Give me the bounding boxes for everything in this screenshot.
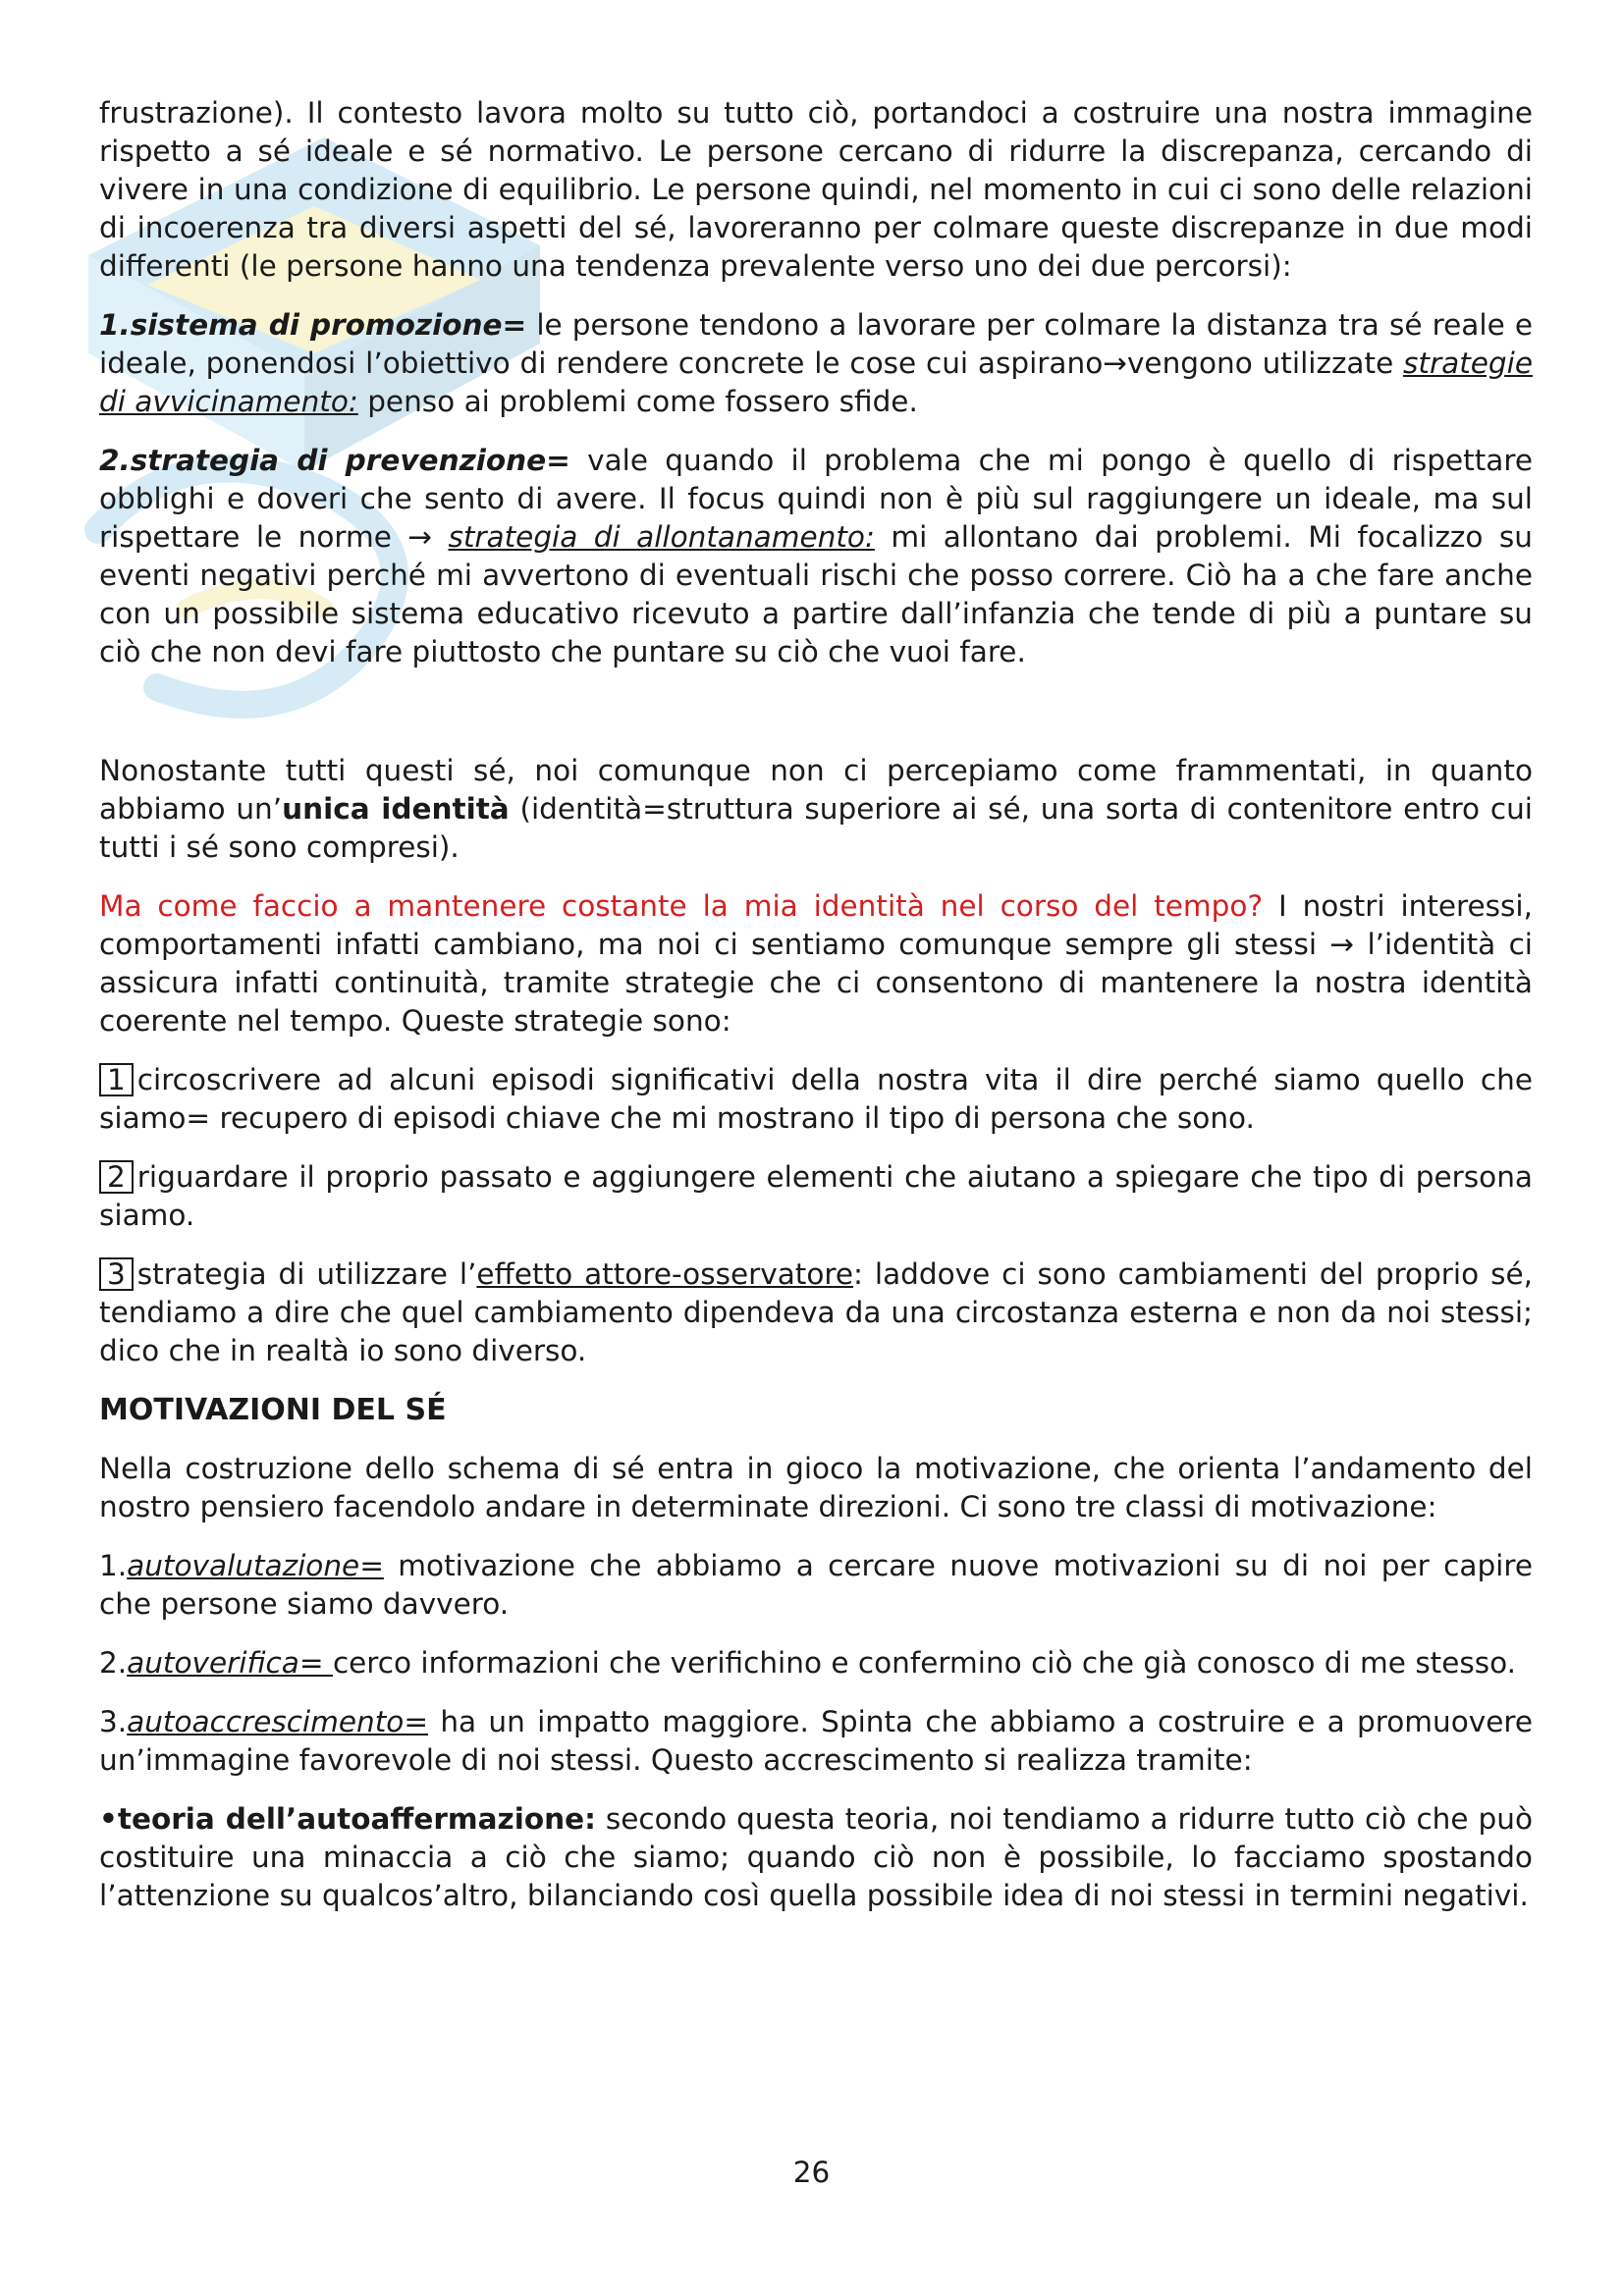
term-unica-identita: unica identità [282, 792, 510, 826]
text-question: I nostri interessi, comportamenti infatti cambiano, ma noi ci sentiamo comunque sempre gli stessi [99, 889, 1533, 961]
term-promozione: 1.sistema di promozione= [99, 308, 527, 342]
section-heading: MOTIVAZIONI DEL SÉ [99, 1393, 447, 1427]
term-autoaccrescimento: autoaccrescimento= [127, 1705, 429, 1738]
strategy-item-2 [99, 1158, 1533, 1235]
motivation-item-3 [99, 1703, 1533, 1780]
item-prefix: 3. [99, 1705, 128, 1738]
term-autovalutazione: autovalutazione= [127, 1549, 384, 1582]
strategy-text: circoscrivere ad alcuni episodi significativi della nostra vita il dire perché siamo quello che siamo= recupero di episodi chiave che mi mostrano il tipo di persona che sono. [99, 1063, 1533, 1135]
text-identita: Nonostante tutti questi sé, noi comunque non ci percepiamo come frammentati, in quanto abbiamo un’ [99, 754, 1533, 826]
bullet-autoaffermazione [99, 1800, 1533, 1915]
strategy-text-2: : laddove ci sono cambiamenti del proprio sé, tendiamo a dire che quel cambiamento dipendeva da una circostanza esterna e non da noi stessi; dico che in realtà io sono diverso. [99, 1257, 1533, 1367]
arrow-right-icon: → [407, 520, 433, 554]
item-prefix: 2. [99, 1646, 128, 1680]
term-prevenzione: 2.strategia di prevenzione= [99, 444, 570, 477]
item-prefix: 1. [99, 1549, 128, 1582]
text-promozione-3: penso ai problemi come fossero sfide. [357, 385, 918, 418]
strategy-item-3 [99, 1255, 1533, 1370]
strategy-item-1 [99, 1061, 1533, 1138]
item-text: cerco informazioni che verifichino e confermino ciò che già conosco di me stesso. [332, 1646, 1517, 1680]
paragraph-question [99, 887, 1533, 1041]
term-allontanamento: strategia di allontanamento: [448, 520, 875, 554]
paragraph-motivazioni-intro: Nella costruzione dello schema di sé entra in gioco la motivazione, che orienta l’andamento del nostro pensiero facendolo andare in determinate direzioni. Ci sono tre classi di motivazione: [99, 1452, 1533, 1523]
text-promozione: le persone tendono a lavorare per colmare la distanza tra sé reale e ideale, ponendosi l’obiettivo di rendere concrete le cose cui aspirano [99, 308, 1533, 380]
text-prevenzione: vale quando il problema che mi pongo è quello di rispettare obblighi e doveri che sento di avere. Il focus quindi non è più sul raggiungere un ideale, ma sul rispettare le norme [99, 444, 1533, 554]
question-red: Ma come faccio a mantenere costante la mia identità nel corso del tempo? [99, 889, 1264, 923]
boxed-number: 2 [99, 1160, 134, 1194]
text-promozione-2: vengono utilizzate [1126, 347, 1404, 380]
item-text: motivazione che abbiamo a cercare nuove motivazioni su di noi per capire che persone siamo davvero. [99, 1549, 1533, 1621]
term-avvicinamento: strategie di avvicinamento: [99, 347, 1533, 418]
paragraph-identita [99, 752, 1533, 867]
arrow-right-icon: → [1329, 928, 1355, 961]
item-text: ha un impatto maggiore. Spinta che abbiamo a costruire e a promuovere un’immagine favorevole di noi stessi. Questo accrescimento si realizza tramite: [99, 1705, 1533, 1777]
text-prevenzione-2: mi allontano dai problemi. Mi focalizzo su eventi negativi perché mi avvertono di eventuali rischi che posso correre. Ciò ha a che fare anche con un possibile sistema educativo ricevuto a partire dall’infanzia che tende di più a puntare su ciò che non devi fare piuttosto che puntare su ciò che vuoi fare. [99, 520, 1533, 668]
strategy-text: riguardare il proprio passato e aggiungere elementi che aiutano a spiegare che tipo di persona siamo. [99, 1160, 1533, 1232]
term-autoverifica: autoverifica= [127, 1646, 333, 1680]
text-identita-2: (identità=struttura superiore ai sé, una sorta di contenitore entro cui tutti i sé sono compresi). [99, 792, 1533, 864]
strategy-text: strategia di utilizzare l’ [136, 1257, 477, 1291]
page-body [99, 94, 1533, 1915]
page-number: 26 [792, 2156, 831, 2189]
motivation-item-1 [99, 1547, 1533, 1624]
term-autoaffermazione: •teoria dell’autoaffermazione: [99, 1802, 596, 1836]
bullet-text: secondo questa teoria, noi tendiamo a ridurre tutto ciò che può costituire una minaccia a ciò che siamo; quando ciò non è possibile, lo facciamo spostando l’attenzione su qualcos’altro, bilanciando così quella possibile idea di noi stessi in termini negativi. [99, 1802, 1533, 1912]
text-question-2: l’identità ci assicura infatti continuità, tramite strategie che ci consentono di mantenere la nostra identità coerente nel tempo. Queste strategie sono: [99, 928, 1533, 1038]
motivation-item-2 [99, 1644, 1533, 1682]
arrow-right-icon: → [1103, 347, 1127, 380]
term-attore-osservatore: effetto attore-osservatore [476, 1257, 854, 1291]
boxed-number: 3 [99, 1257, 134, 1291]
boxed-number: 1 [99, 1063, 134, 1096]
paragraph-prevenzione [99, 442, 1533, 671]
paragraph-promozione [99, 306, 1533, 421]
paragraph-intro: frustrazione). Il contesto lavora molto su tutto ciò, portandoci a costruire una nostra immagine rispetto a sé ideale e sé normativo. Le persone cercano di ridurre la discrepanza, cercando di vivere in una condizione di equilibrio. Le persone quindi, nel momento in cui ci sono delle relazioni di incoerenza tra diversi aspetti del sé, lavoreranno per colmare queste discrepanze in due modi differenti (le persone hanno una tendenza prevalente verso uno dei due percorsi): [99, 96, 1533, 283]
